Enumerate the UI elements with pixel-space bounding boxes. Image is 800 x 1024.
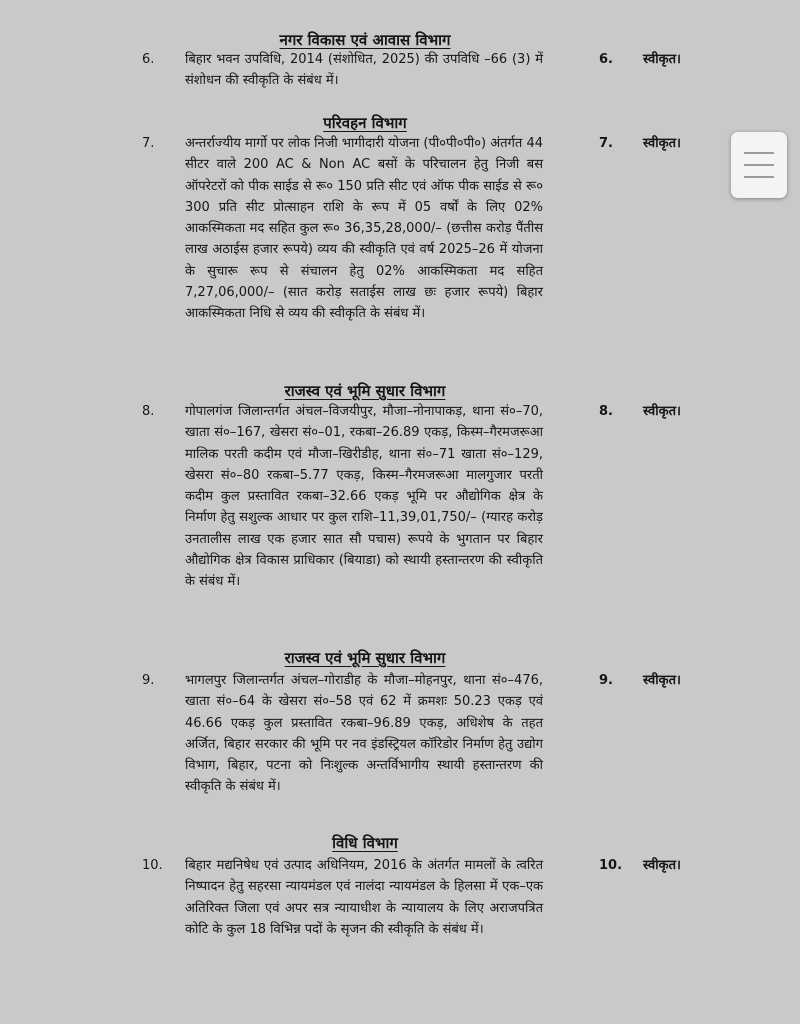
item-number: 6. [142,52,155,67]
decision-status: स्वीकृत। [643,858,681,873]
item-description: भागलपुर जिलान्तर्गत अंचल–गोराडीह के मौजा–मोहनपुर, थाना सं०–476, खाता सं०–64 के खेसरा सं०–58 एवं 62 में क्रमशः 50.23 एकड़ एवं 46.66 एकड़ कुल प्रस्तावित रकबा–96.89 एकड़, अधिशेष के तहत अर्जित, बिहार सरकार की भूमि पर नव इंडस्ट्रियल कॉरिडोर निर्माण हेतु उद्योग विभाग, बिहार, पटना को निःशुल्क अन्तर्विभागीय स्थायी हस्तान्तरण की स्वीकृति के संबंध में। [185,673,543,795]
department-heading: विधि विभाग [332,834,398,852]
item-description: गोपालगंज जिलान्तर्गत अंचल–विजयीपुर, मौजा–नोनापाकड़, थाना सं०–70, खाता सं०–167, खेसरा सं०–01, रकबा–26.89 एकड़, किस्म–गैरमजरूआ मालिक परती कदीम एवं मौजा–खिरीडीह, थाना सं०–71 खाता सं०–129, खेसरा सं०–80 रकबा–5.77 एकड़, किस्म–गैरमजरूआ मालगुजार परती कदीम कुल प्रस्तावित रकबा–32.66 एकड़ भूमि पर औद्योगिक क्षेत्र के निर्माण हेतु सशुल्क आधार पर कुल राशि–11,39,01,750/– (ग्यारह करोड़ उनतालीस लाख एक हजार सात सौ पचास) रूपये के भुगतान पर बिहार औद्योगिक क्षेत्र विकास प्राधिकार (बियाडा) को स्थायी हस्तान्तरण की स्वीकृति के संबंध में। [185,404,543,590]
decision-status: स्वीकृत। [643,52,681,67]
decision-number: 7. [599,136,613,151]
item-number: 9. [142,673,155,688]
department-heading: राजस्व एवं भूमि सुधार विभाग [284,382,446,400]
decision-status: स्वीकृत। [643,404,681,419]
decision-number: 9. [599,673,613,688]
decision-number: 10. [599,858,623,873]
decision-status: स्वीकृत। [643,673,681,688]
item-description: अन्तर्राज्यीय मार्गो पर लोक निजी भागीदारी योजना (पी०पी०पी०) अंतर्गत 44 सीटर वाले 200 AC & Non AC बसों के परिचालन हेतु निजी बस ऑपरेटरों को पीक साईड से रू० 150 प्रति सीट एवं ऑफ पीक साईड से रू० 300 प्रति सीट प्रोत्साहन राशि के रूप में 05 वर्षों के लिए 02% आकस्मिकता मद सहित कुल रू० 36,35,28,000/– (छत्तीस करोड़ पैंतीस लाख अठाईस हजार रूपये) व्यय की स्वीकृति एवं वर्ष 2025–26 में योजना के सुचारू रूप से संचालन हेतु 02% आकस्मिकता मद सहित 7,27,06,000/– (सात करोड़ सताईस लाख छः हजार रूपये) बिहार आकस्मिकता निधि से व्यय की स्वीकृति के संबंध में। [185,136,543,322]
item-number: 10. [142,858,163,873]
item-description: बिहार मद्यनिषेध एवं उत्पाद अधिनियम, 2016 के अंतर्गत मामलों के त्वरित निष्पादन हेतु सहरसा न्यायमंडल एवं नालंदा न्यायमंडल के हिलसा में एक–एक अतिरिक्त जिला एवं अपर सत्र न्यायाधीश के न्यायालय के लिए अराजपत्रित कोटि के कुल 18 विभिन्न पदों के सृजन की स्वीकृति के संबंध में। [185,858,543,937]
department-heading: परिवहन विभाग [323,114,407,132]
department-heading: नगर विकास एवं आवास विभाग [279,31,451,49]
decision-number: 8. [599,404,613,419]
item-number: 7. [142,136,155,151]
decision-number: 6. [599,52,613,67]
department-heading: राजस्व एवं भूमि सुधार विभाग [284,649,446,667]
decision-status: स्वीकृत। [643,136,681,151]
item-description: बिहार भवन उपविधि, 2014 (संशोधित, 2025) की उपविधि –66 (3) में संशोधन की स्वीकृति के संबंध में। [185,52,543,89]
menu-button[interactable] [731,132,787,198]
item-number: 8. [142,404,155,419]
